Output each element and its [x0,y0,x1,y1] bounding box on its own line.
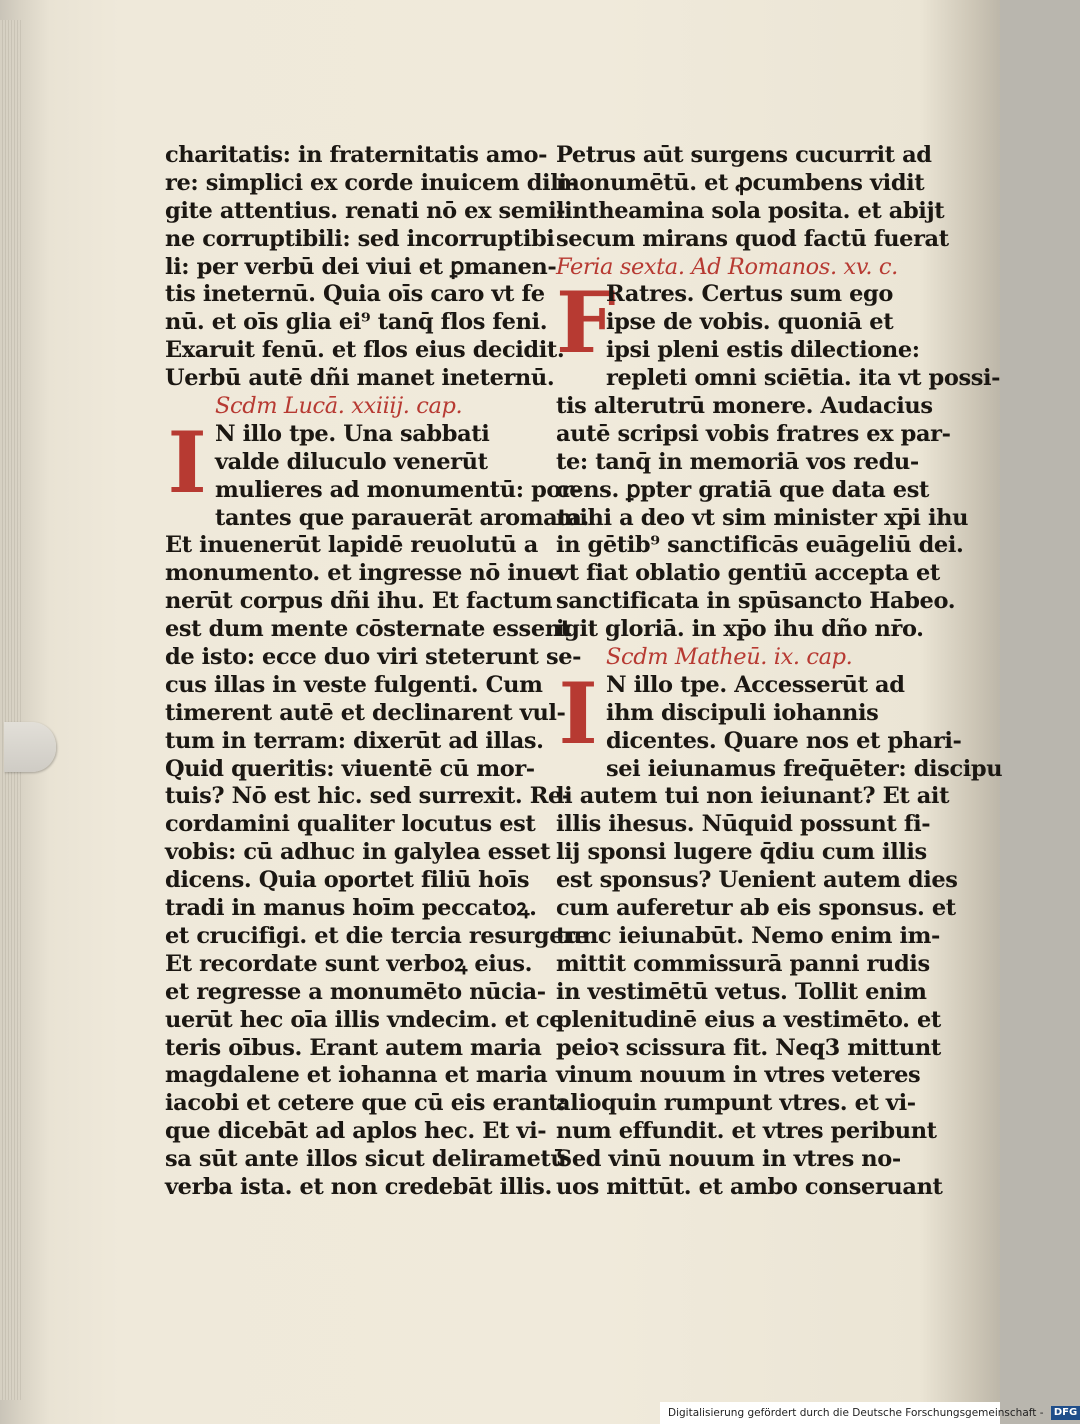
text-line: Ratres. Certus sum ego [606,281,893,308]
rubric-romanos: Feria sexta. Ad Romanos. xv. c. [556,253,898,280]
text-line: verba ista. et non credebāt illis. [165,1173,552,1200]
dfg-logo: DFG [1051,1406,1080,1420]
right-top-text [556,142,949,254]
rubric-luca: Scdm Lucā. xxiiij. cap. [215,393,463,420]
text-line: monumento. et ingresse nō inue [165,560,562,587]
text-line: Sed vinū nouum in vtres no- [556,1146,901,1173]
left-initial-lines [165,421,525,477]
text-line: repleti omni sciētia. ita vt possi- [606,365,1001,392]
text-line: ne corruptibili: sed incorruptibi [165,225,555,252]
text-line: plenitudinē eius a vestimēto. et [556,1006,941,1033]
text-line: te: tanq̄ in memoriā vos redu- [556,448,919,475]
text-line: magdalene et iohanna et maria [165,1062,548,1089]
text-line: mittit commissurā panni rudis [556,950,930,977]
text-line: secum mirans quod factū fuerat [556,225,949,252]
text-line: monumētū. et ꝓcumbens vidit [556,169,925,196]
text-line: peioꝛ scissura fit. Neq3 mittunt [556,1034,941,1061]
text-line: Et recordate sunt verboꝝ eius. [165,950,533,977]
text-line: et regresse a monumēto nūcia- [165,978,546,1005]
text-line: re: simplici ex corde inuicem dili- [165,169,576,196]
text-line: cum auferetur ab eis sponsus. et [556,895,956,922]
text-line: illis ihesus. Nūquid possunt fi- [556,811,931,838]
right-initial-block-1 [556,273,920,373]
text-line: cordamini qualiter locutus est [165,811,536,838]
left-top-text [165,142,576,393]
text-line: sanctificata in spūsancto Habeo. [556,588,956,615]
text-line: ihm discipuli iohannis [606,699,879,726]
text-line: li: per verbū dei viui et ꝑmanen- [165,253,557,280]
text-line: timerent autē et declinarent vul- [165,699,566,726]
text-line: tunc ieiunabūt. Nemo enim im- [556,922,940,949]
right-initial-lines-1 [556,273,920,373]
text-line: lintheamina sola posita. et abijt [556,197,945,224]
text-line: vobis: cū adhuc in galylea esset [165,839,551,866]
text-line: tis alterutrū monere. Audacius [556,393,933,420]
text-line: num effundit. et vtres peribunt [556,1118,937,1145]
text-line: Quid queritis: viuentē cū mor- [165,755,535,782]
text-line: Et inuenerūt lapidē reuolutū a [165,532,538,559]
page-clip [4,722,56,772]
text-line: tuis? Nō est hic. sed surrexit. Re- [165,783,571,810]
text-line: li autem tui non ieiunant? Et ait [556,783,950,810]
text-line: autē scripsi vobis fratres ex par- [556,420,951,447]
page-edge-stack [0,20,22,1400]
text-line: tis ineternū. Quia oīs caro vt fe [165,281,545,308]
text-line: uos mittūt. et ambo conseruant [556,1173,943,1200]
text-line: est sponsus? Uenient autem dies [556,867,958,894]
text-line: ipsi pleni estis dilectione: [606,337,920,364]
text-line: nerūt corpus dñi ihu. Et factum [165,588,553,615]
right-bottom-text [556,727,1003,1202]
text-line: tradi in manus hoīm peccatoꝝ. [165,895,537,922]
text-line: cus illas in veste fulgenti. Cum [165,671,543,698]
text-line: dicens. Quia oportet filiū hoīs [165,867,530,894]
text-line: sei ieiunamus freq̄uēter: discipu [606,755,1003,782]
text-line: mulieres ad monumentū: por- [215,476,582,503]
text-line: ipse de vobis. quoniā et [606,309,894,336]
text-line: in gētib⁹ sanctificās euāgeliū dei. [556,532,964,559]
text-line: Exaruit fenū. et flos eius decidit. [165,337,565,364]
text-line: Uerbū autē dñi manet ineternū. [165,365,555,392]
text-line: vt fiat oblatio gentiū accepta et [556,560,940,587]
text-line: tantes que parauerāt aromata. [215,504,589,531]
text-line: que dicebāt ad aplos hec. Et vi- [165,1118,547,1145]
text-line: teris oībus. Erant autem maria [165,1034,542,1061]
text-line: uerūt hec oīa illis vndecim. et ce [165,1006,564,1033]
text-line: alioquin rumpunt vtres. et vi- [556,1090,916,1117]
left-bottom-text [165,476,589,1202]
footer-text: Digitalisierung gefördert durch die Deutsche Forschungsgemeinschaft - [668,1407,1044,1419]
text-line: dicentes. Quare nos et phari- [606,727,962,754]
text-line: mihi a deo vt sim minister xp̄i ihu [556,504,969,531]
text-line: gite attentius. renati nō ex semi- [165,197,566,224]
text-line: charitatis: in fraternitatis amo- [165,142,548,168]
text-line: valde diluculo venerūt [215,448,488,475]
text-line: Petrus aūt surgens cucurrit ad [556,142,932,168]
text-line: de isto: ecce duo viri steterunt se- [165,644,582,671]
text-line: lij sponsi lugere q̄diu cum illis [556,839,927,866]
initial-capital: I [167,412,207,512]
text-line: in vestimētū vetus. Tollit enim [556,978,927,1005]
text-line: est dum mente cōsternate essent [165,616,571,643]
right-middle-text [556,365,1001,644]
initial-capital: F [556,273,616,373]
right-initial-lines-2 [556,672,911,728]
initial-capital: I [558,663,598,763]
left-column [165,142,589,1202]
text-line: sa sūt ante illos sicut delirametū [165,1146,567,1173]
digitization-footer [660,1402,1078,1424]
text-line: iacobi et cetere que cū eis erant: [165,1090,566,1117]
text-line: tum in terram: dixerūt ad illas. [165,727,544,754]
right-column [556,142,1003,1202]
text-line: N illo tpe. Accesserūt ad [606,671,905,698]
text-line: N illo tpe. Una sabbati [215,420,490,447]
text-line: cens. ꝑpter gratiā que data est [556,476,929,503]
text-line: nū. et oīs glia ei⁹ tanq̄ flos feni. [165,309,548,336]
text-line: igit gloriā. in xp̄o ihu dño nr̄o. [556,616,924,643]
text-line: et crucifigi. et die tercia resurgere [165,922,589,949]
text-line: vinum nouum in vtres veteres [556,1062,921,1089]
rubric-matheus: Scdm Matheū. ix. cap. [606,644,853,671]
